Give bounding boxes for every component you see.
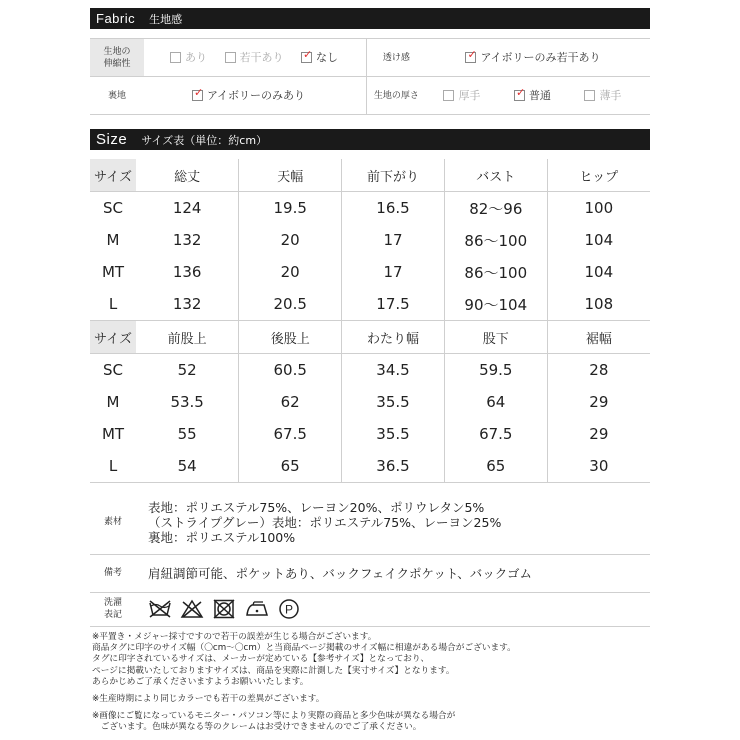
value-cell: 132	[172, 295, 202, 313]
checkbox-icon	[225, 52, 236, 63]
value-cell: 86〜100	[444, 256, 547, 288]
thickness-option-normal: ✓ 普通	[515, 85, 551, 103]
header-cell: 股下	[444, 321, 547, 354]
value-cell: 16.5	[342, 192, 445, 225]
value-cell: 59.5	[444, 354, 547, 387]
size-cell: M	[106, 231, 120, 249]
material-label: 素材	[90, 491, 136, 554]
fabric-table	[90, 38, 650, 115]
value-cell: 124	[172, 199, 202, 217]
note-line: ページに掲載いたしておりますサイズは、商品を実際に計測した【実寸サイズ】となります。	[92, 665, 455, 676]
value-cell: 34.5	[342, 354, 445, 387]
remarks-label: 備考	[90, 554, 136, 592]
size-title: Size	[96, 131, 128, 148]
header-cell: サイズ	[90, 159, 136, 192]
value-cell: 52	[177, 361, 197, 379]
stretch-label-line1: 生地の	[103, 46, 131, 57]
table-row	[90, 288, 650, 321]
stretch-label	[90, 39, 144, 77]
header-cell: 後股上	[239, 321, 342, 354]
header-cell: サイズ	[90, 321, 136, 354]
size-cell: L	[108, 295, 118, 313]
size-cell: SC	[103, 199, 123, 217]
lining-label: 裏地	[90, 77, 144, 115]
table-row	[90, 224, 650, 256]
value-cell: 54	[136, 450, 239, 483]
checkbox-icon	[443, 90, 454, 101]
checked-checkbox-icon: ✓	[303, 47, 313, 61]
table-row	[90, 256, 650, 288]
note-line: ※平置き・メジャー採寸ですので若干の誤差が生じる場合がございます。	[92, 632, 377, 642]
value-cell: 60.5	[239, 354, 342, 387]
sheer-option-ivory: ✓ アイボリーのみ若干あり	[467, 47, 601, 65]
size-section-header	[90, 129, 650, 150]
size-cell: M	[106, 393, 120, 411]
thickness-options	[425, 77, 650, 115]
value-cell: 86〜100	[444, 224, 547, 256]
size-cell: MT	[101, 425, 125, 443]
stretch-options	[144, 39, 367, 77]
header-cell: 天幅	[239, 159, 342, 192]
value-cell: 17.5	[342, 288, 445, 321]
notes	[92, 632, 652, 734]
value-cell: 104	[547, 256, 650, 288]
value-cell: 19.5	[239, 192, 342, 225]
header-cell: わたり幅	[342, 321, 445, 354]
p-letter: P	[284, 602, 294, 617]
value-cell: 132	[172, 231, 202, 249]
care-label-line1: 洗濯	[103, 598, 122, 608]
value-cell: 20.5	[239, 288, 342, 321]
dry-clean-p-icon	[278, 598, 300, 620]
value-cell: 67.5	[239, 418, 342, 450]
no-wash-icon	[148, 599, 172, 619]
table-row	[90, 386, 650, 418]
value-cell: 29	[547, 386, 650, 418]
no-tumble-dry-icon	[212, 599, 236, 619]
fabric-subtitle: 生地感	[149, 12, 183, 26]
low-iron-icon	[244, 599, 270, 619]
header-cell: 前股上	[136, 321, 239, 354]
stretch-label-line2: 伸縮性	[103, 58, 131, 69]
header-cell: 前下がり	[342, 159, 445, 192]
size-table-header-row	[90, 321, 650, 354]
value-cell: 136	[172, 263, 202, 281]
fabric-section-header	[90, 8, 650, 29]
value-cell: 65	[239, 450, 342, 483]
stretch-option-none: ✓ なし	[303, 47, 338, 65]
checked-checkbox-icon: ✓	[194, 85, 204, 99]
fabric-title: Fabric	[96, 11, 136, 26]
header-cell: バスト	[444, 159, 547, 192]
stretch-option-slight: 若干あり	[225, 49, 284, 65]
value-cell: 100	[547, 192, 650, 225]
header-cell: 総丈	[136, 159, 239, 192]
value-cell: 30	[547, 450, 650, 483]
no-bleach-icon	[180, 599, 204, 619]
checked-checkbox-icon: ✓	[515, 85, 526, 99]
value-cell: 28	[547, 354, 650, 387]
remarks-value: 肩紐調節可能、ポケットあり、バックフェイクポケット、バックゴム	[136, 554, 650, 592]
remarks-row	[90, 554, 650, 592]
header-cell: ヒップ	[547, 159, 650, 192]
sheer-label: 透け感	[367, 39, 426, 77]
size-table	[90, 159, 650, 483]
note-line: 商品タグに印字のサイズ幅（〇cm〜〇cm）と当商品ページ掲載のサイズ幅に相違がある場合がございます。	[92, 643, 516, 654]
sheer-options	[425, 39, 650, 77]
care-row	[90, 592, 650, 626]
note-line: あらかじめご了承くださいますようお願いいたします。	[92, 676, 309, 687]
table-row	[90, 450, 650, 483]
value-cell: 17	[342, 256, 445, 288]
size-cell: L	[90, 450, 136, 483]
header-cell: 裾幅	[547, 321, 650, 354]
size-table-header-row	[90, 159, 650, 192]
value-cell: 35.5	[342, 386, 445, 418]
size-cell: MT	[101, 263, 125, 281]
value-cell: 82〜96	[444, 192, 547, 225]
value-cell: 29	[547, 418, 650, 450]
value-cell: 64	[444, 386, 547, 418]
checked-checkbox-icon: ✓	[467, 47, 477, 61]
material-line: 裏地：ポリエステル100%	[148, 529, 296, 545]
table-row	[90, 192, 650, 225]
value-cell: 90〜104	[444, 288, 547, 321]
value-cell: 104	[547, 224, 650, 256]
value-cell: 62	[239, 386, 342, 418]
value-cell: 17	[342, 224, 445, 256]
value-cell: 20	[239, 256, 342, 288]
value-cell: 35.5	[342, 418, 445, 450]
note-line: タグに印字されているサイズは、メーカーが定めている【参考サイズ】となっており、	[92, 654, 430, 665]
note-line: ※画像にご覧になっているモニター・パソコン等により実際の商品と多少色味が異なる場合が	[92, 711, 456, 722]
value-cell: 55	[177, 425, 197, 443]
value-cell: 53.5	[170, 393, 204, 411]
size-subtitle: サイズ表（単位：約cm）	[141, 133, 268, 147]
care-icons	[136, 592, 650, 626]
table-row	[90, 354, 650, 387]
material-line: （ストライプグレー）表地：ポリエステル75%、レーヨン25%	[148, 514, 502, 530]
material-line: 表地：ポリエステル75%、レーヨン20%、ポリウレタン5%	[148, 499, 485, 515]
size-cell: SC	[103, 361, 123, 379]
info-table	[90, 491, 650, 627]
thickness-option-thick: 厚手	[443, 87, 480, 103]
care-label	[90, 592, 136, 626]
table-row	[90, 418, 650, 450]
thickness-option-thin: 薄手	[584, 87, 621, 103]
thickness-label: 生地の厚さ	[367, 77, 426, 115]
value-cell: 65	[444, 450, 547, 483]
care-label-line2: 表記	[103, 610, 122, 620]
checkbox-icon	[170, 52, 181, 63]
value-cell: 20	[239, 224, 342, 256]
note-line: ※生産時期により同じカラーでも若干の差異がございます。	[92, 694, 325, 705]
lining-option-ivory: ✓ アイボリーのみあり	[194, 85, 306, 103]
value-cell: 67.5	[444, 418, 547, 450]
checkbox-icon	[584, 90, 595, 101]
note-line: ございます。色味が異なる等のクレームはお受けできませんのでご了承ください。	[92, 722, 422, 733]
stretch-option-yes: あり	[170, 49, 207, 65]
value-cell: 108	[547, 288, 650, 321]
material-row	[90, 491, 650, 554]
material-value	[136, 491, 650, 554]
value-cell: 36.5	[342, 450, 445, 483]
lining-options	[144, 77, 367, 115]
